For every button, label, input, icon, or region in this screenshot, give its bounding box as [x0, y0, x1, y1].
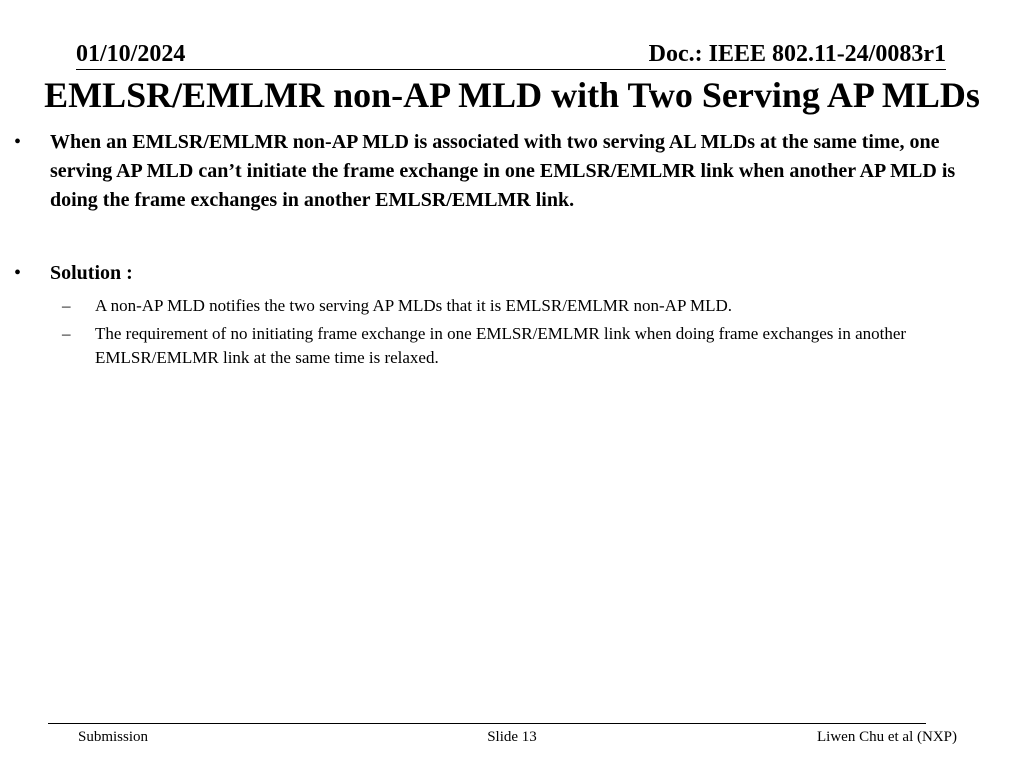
sub-bullet-marker: – [62, 324, 71, 343]
header-divider [76, 69, 946, 70]
bullet-marker: • [14, 131, 22, 153]
bullet-marker: • [14, 262, 22, 284]
footer-author: Liwen Chu et al (NXP) [817, 729, 957, 745]
sub-bullet-text: A non-AP MLD notifies the two serving AP MLDs that it is EMLSR/EMLMR non-AP MLD. [95, 296, 733, 315]
header-doc-id: Doc.: IEEE 802.11-24/0083r1 [648, 41, 946, 67]
sub-bullet-list [50, 294, 990, 370]
bullet-item [14, 259, 990, 370]
sub-bullet-marker: – [62, 296, 71, 315]
slide-title: EMLSR/EMLMR non-AP MLD with Two Serving AP MLDs [44, 75, 980, 115]
footer-slide-number: Slide 13 [487, 729, 537, 745]
sub-bullet-item [62, 322, 990, 370]
sub-bullet-text: The requirement of no initiating frame exchange in one EMLSR/EMLMR link when doing frame exchanges in another EMLSR/EMLMR link at the same time is relaxed. [95, 324, 907, 367]
bullet-text: Solution : [50, 262, 133, 284]
bullet-text: When an EMLSR/EMLMR non-AP MLD is associated with two serving AL MLDs at the same time, one serving AP MLD can’t initiate the frame exchange in one EMLSR/EMLMR link when another AP MLD is doing the frame exchanges in another EMLSR/EMLMR link. [50, 131, 956, 211]
header-date: 01/10/2024 [76, 41, 186, 67]
bullet-item [14, 128, 990, 215]
footer-submission: Submission [78, 729, 149, 745]
slide-body [14, 128, 990, 374]
footer-divider [48, 723, 926, 724]
sub-bullet-item [62, 294, 990, 318]
